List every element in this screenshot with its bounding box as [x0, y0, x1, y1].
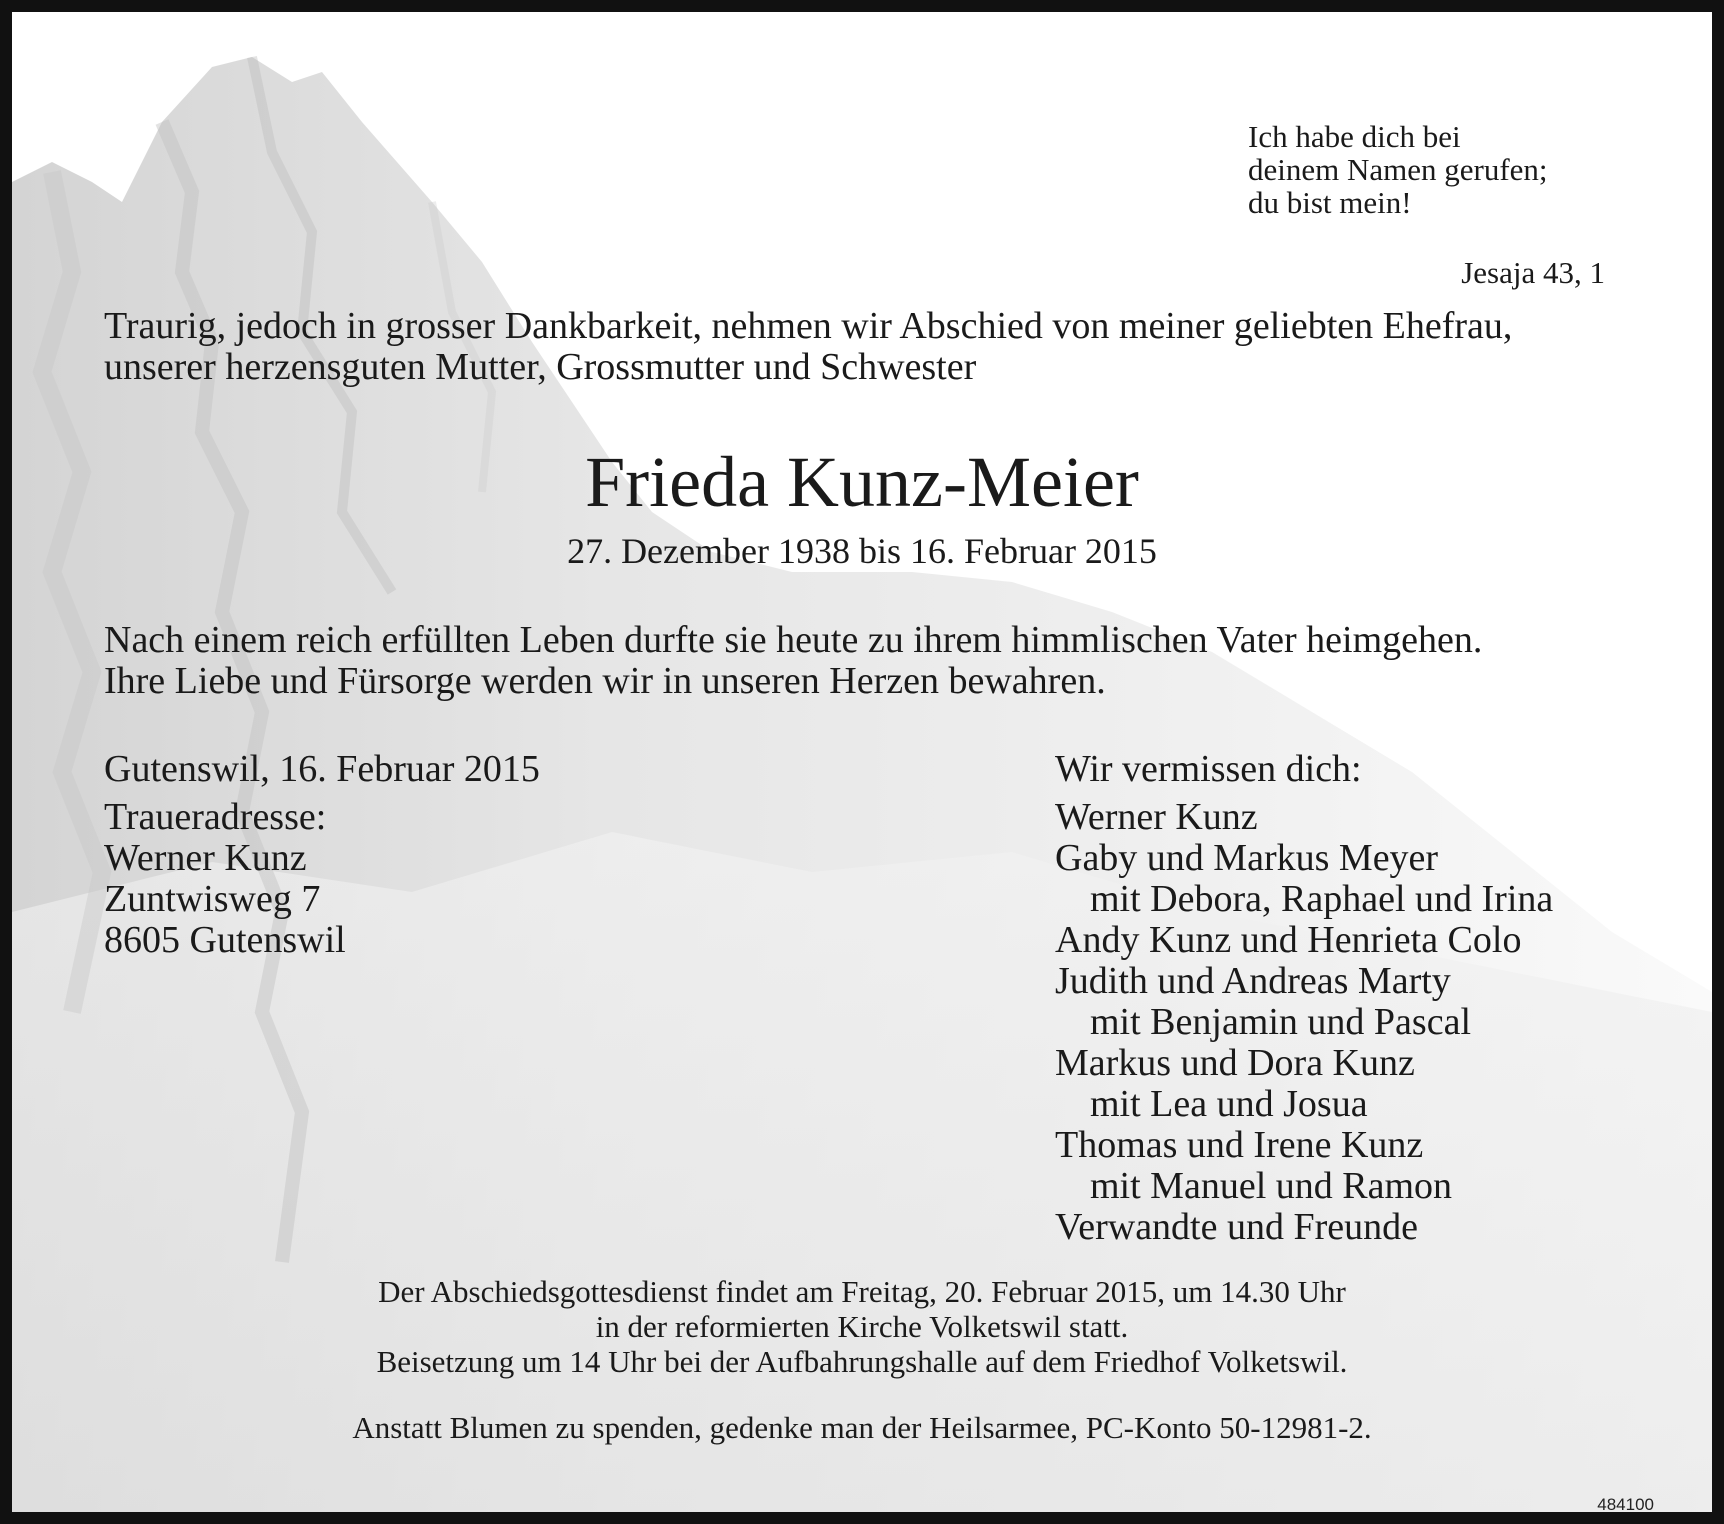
bible-verse — [1248, 120, 1548, 219]
funeral-service-info — [12, 1274, 1712, 1379]
life-line: Nach einem reich erfüllten Leben durfte sie heute zu ihrem himmlischen Vater heimgehen. — [104, 619, 1483, 661]
place-and-date: Gutenswil, 16. Februar 2015 — [104, 748, 540, 790]
donation-note: Anstatt Blumen zu spenden, gedenke man der Heilsarmee, PC-Konto 50-12981-2. — [352, 1410, 1372, 1445]
intro-line: Traurig, jedoch in grosser Dankbarkeit, nehmen wir Abschied von meiner geliebten Ehefrau, — [104, 305, 1513, 347]
mourner-children-line: mit Manuel und Ramon — [1090, 1165, 1453, 1207]
service-line: in der reformierten Kirche Volketswil statt. — [595, 1309, 1129, 1344]
life-line: Ihre Liebe und Fürsorge werden wir in unseren Herzen bewahren. — [104, 660, 1106, 702]
service-line: Beisetzung um 14 Uhr bei der Aufbahrungshalle auf dem Friedhof Volketswil. — [376, 1344, 1348, 1379]
mourners-heading: Wir vermissen dich: — [1055, 748, 1362, 790]
mourner-children-line: mit Benjamin und Pascal — [1090, 1001, 1472, 1043]
service-line: Der Abschiedsgottesdienst findet am Freitag, 20. Februar 2015, um 14.30 Uhr — [378, 1274, 1346, 1309]
mourners-list — [1055, 797, 1553, 1248]
mourner-line: Judith und Andreas Marty — [1055, 960, 1451, 1002]
mourner-line: Werner Kunz — [1055, 796, 1258, 838]
deceased-name: Frieda Kunz-Meier — [585, 442, 1139, 522]
bible-verse-line: deinem Namen gerufen; — [1248, 152, 1548, 187]
mourner-children-line: mit Debora, Raphael und Irina — [1090, 878, 1554, 920]
address-line: 8605 Gutenswil — [104, 919, 346, 961]
mourning-address — [104, 797, 346, 961]
bible-verse-line: Ich habe dich bei — [1248, 119, 1461, 154]
life-dates: 27. Dezember 1938 bis 16. Februar 2015 — [567, 531, 1157, 571]
mourner-line: Andy Kunz und Henrieta Colo — [1055, 919, 1522, 961]
address-line: Zuntwisweg 7 — [104, 878, 321, 920]
address-line: Werner Kunz — [104, 837, 307, 879]
mourner-line: Thomas und Irene Kunz — [1055, 1124, 1424, 1166]
address-line: Traueradresse: — [104, 796, 327, 838]
bible-verse-reference: Jesaja 43, 1 — [1461, 255, 1605, 290]
intro-line: unserer herzensguten Mutter, Grossmutter und Schwester — [104, 346, 977, 388]
intro-paragraph — [104, 306, 1512, 388]
mourner-children-line: mit Lea und Josua — [1090, 1083, 1368, 1125]
mourner-line: Gaby und Markus Meyer — [1055, 837, 1439, 879]
mourner-line: Markus und Dora Kunz — [1055, 1042, 1415, 1084]
life-paragraph — [104, 620, 1482, 702]
mourner-line: Verwandte und Freunde — [1055, 1206, 1419, 1248]
bible-verse-line: du bist mein! — [1248, 185, 1412, 220]
ad-number: 484100 — [1597, 1495, 1654, 1514]
